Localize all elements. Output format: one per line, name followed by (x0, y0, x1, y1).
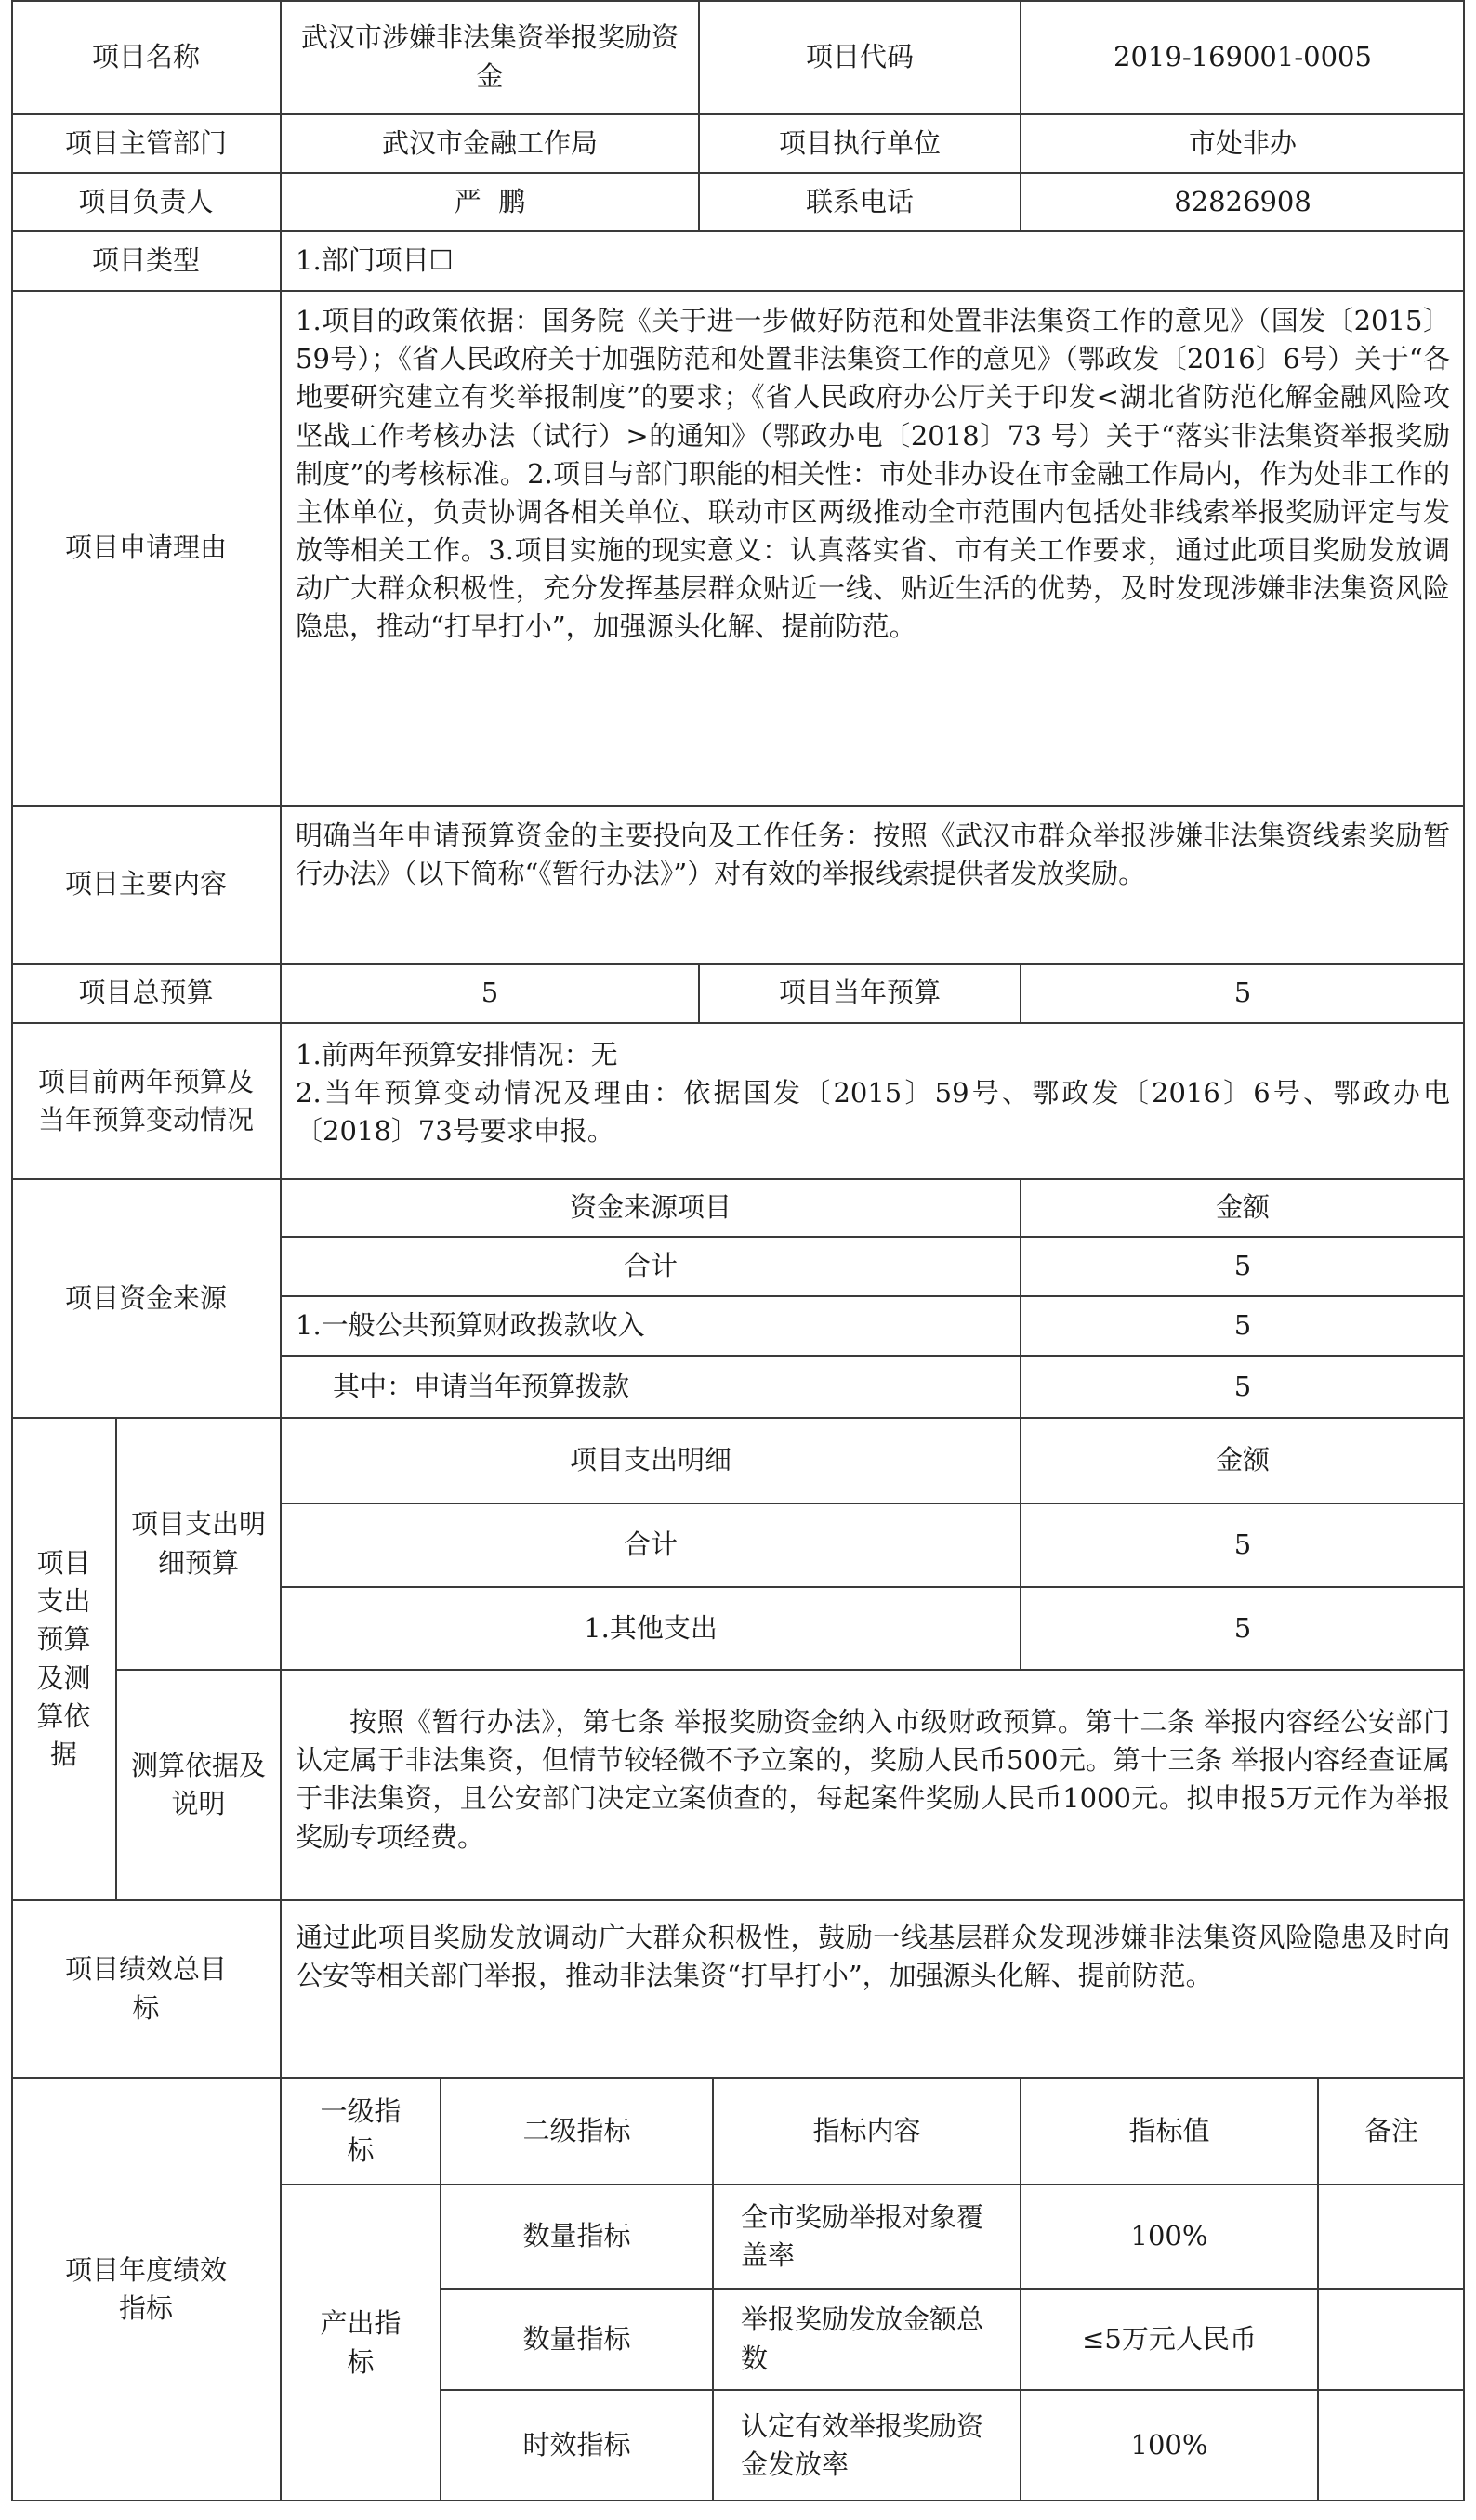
funding-header-item: 资金来源项目 (569, 1191, 731, 1224)
expense-row-item: 1.其他支出 (584, 1611, 718, 1644)
expense-header-amount: 金额 (1215, 1444, 1270, 1477)
label-main-content: 项目主要内容 (64, 868, 227, 900)
indicator-note (1318, 2390, 1465, 2501)
indicator-level2: 数量指标 (522, 2220, 631, 2252)
indicator-value: 100% (1130, 2429, 1208, 2461)
value-main-content (281, 806, 1465, 964)
budget-change-line1: 1.前两年预算安排情况：无 (296, 1039, 618, 1070)
value-executor: 市处非办 (1188, 126, 1297, 159)
label-department: 项目主管部门 (64, 126, 227, 159)
indicator-header: 备注 (1364, 2114, 1418, 2146)
label-executor: 项目执行单位 (778, 126, 941, 159)
funding-header-amount: 金额 (1215, 1191, 1270, 1224)
goal-text: 通过此项目奖励发放调动广大群众积极性，鼓励一线基层群众发现涉嫌非法集资风险隐患及时向公安等相关部门举报，推动非法集资“打早打小”，加强源头化解、提前防范。 (296, 1922, 1450, 1992)
indicator-value: 100% (1130, 2220, 1208, 2252)
label-reason: 项目申请理由 (64, 532, 227, 564)
indicator-value: ≤5万元人民币 (1082, 2322, 1257, 2355)
funding-row-amount: 5 (1233, 1250, 1252, 1282)
label-expense-detail: 项目支出明细预算 (130, 1508, 266, 1579)
indicator-header: 二级指标 (522, 2114, 631, 2146)
funding-row-amount: 5 (1233, 1309, 1252, 1342)
label-year-budget: 项目当年预算 (778, 977, 941, 1009)
label-budget-change: 项目前两年预算及当年预算变动情况 (37, 1065, 254, 1135)
label-project-name: 项目名称 (91, 40, 200, 72)
funding-row-item: 1.一般公共预算财政拨款收入 (296, 1309, 645, 1342)
label-project-code: 项目代码 (805, 40, 914, 72)
funding-row-item: 其中：申请当年预算拨款 (333, 1370, 630, 1402)
indicator-note (1318, 2185, 1465, 2289)
value-leader: 严 鹏 (454, 185, 526, 217)
value-goal (281, 1900, 1465, 2078)
value-project-type: 1.部门项目☐ (296, 244, 454, 277)
label-goal: 项目绩效总目标 (64, 1953, 227, 2024)
funding-row-item: 合计 (623, 1250, 678, 1282)
budget-form-table (11, 0, 1465, 2501)
indicator-content: 认定有效举报奖励资金发放率 (741, 2409, 984, 2480)
indicator-level2: 数量指标 (522, 2322, 631, 2355)
label-indicators: 项目年度绩效指标 (64, 2253, 227, 2324)
expense-header-item: 项目支出明细 (569, 1444, 731, 1477)
value-phone: 82826908 (1174, 185, 1311, 217)
value-department: 武汉市金融工作局 (381, 126, 598, 159)
expense-basis-text: 按照《暂行办法》，第七条 举报奖励资金纳入市级财政预算。第十二条 举报内容经公安部门认定属于非法集资，但情节较轻微不予立案的，奖励人民币500元。第十三条 举报内容经查证属于非法集资，且公安部门决定立案侦查的，每起案件奖励人民币1000元。拟申报5万元作为举报奖励专项经费。 (296, 1706, 1450, 1853)
indicator-content: 全市奖励举报对象覆盖率 (741, 2200, 984, 2271)
value-reason (281, 291, 1465, 806)
expense-row-item: 合计 (623, 1529, 678, 1561)
indicator-content: 举报奖励发放金额总数 (741, 2303, 984, 2374)
indicator-header: 一级指标 (320, 2095, 402, 2166)
label-expense: 项目支出预算及测算依据 (36, 1546, 91, 1770)
expense-row-amount: 5 (1233, 1529, 1252, 1561)
reason-text: 1.项目的政策依据：国务院《关于进一步做好防范和处置非法集资工作的意见》（国发〔2015〕59号）；《省人民政府关于加强防范和处置非法集资工作的意见》（鄂政发〔2016〕6号）关于“各地要研究建立有奖举报制度”的要求；《省人民政府办公厅关于印发<湖北省防范化解金融风险攻坚战工作考核办法（试行）>的通知》（鄂政办电〔2018〕73 号）关于“落实非法集资举报奖励制度”的考核标准。2.项目与部门职能的相关性：市处非办设在市金融工作局内，作为处非工作的主体单位，负责协调各相关单位、联动市区两级推动全市范围内包括处非线索举报奖励评定与发放等相关工作。3.项目实施的现实意义：认真落实省、市有关工作要求，通过此项目奖励发放调动广大群众积极性，充分发挥基层群众贴近一线、贴近生活的优势，及时发现涉嫌非法集资风险隐患，推动“打早打小”，加强源头化解、提前防范。 (296, 305, 1450, 643)
funding-row-amount: 5 (1233, 1370, 1252, 1402)
value-project-name: 武汉市涉嫌非法集资举报奖励资金 (300, 21, 679, 92)
label-phone: 联系电话 (805, 185, 914, 217)
budget-change-line2: 2.当年预算变动情况及理由：依据国发〔2015〕59号、鄂政发〔2016〕6号、鄂政办电〔2018〕73号要求申报。 (296, 1077, 1450, 1148)
value-expense-basis (281, 1670, 1465, 1900)
label-leader: 项目负责人 (78, 185, 214, 217)
indicator-level2: 时效指标 (522, 2429, 631, 2461)
label-total-budget: 项目总预算 (78, 977, 214, 1009)
indicator-header: 指标值 (1128, 2114, 1210, 2146)
value-budget-change (281, 1023, 1465, 1179)
label-funding: 项目资金来源 (64, 1281, 227, 1314)
label-project-type: 项目类型 (91, 244, 200, 277)
value-total-budget: 5 (481, 977, 499, 1009)
label-expense-basis: 测算依据及说明 (130, 1749, 266, 1819)
expense-row-amount: 5 (1233, 1611, 1252, 1644)
value-year-budget: 5 (1233, 977, 1252, 1009)
main-content-text: 明确当年申请预算资金的主要投向及工作任务：按照《武汉市群众举报涉嫌非法集资线索奖励暂行办法》（以下简称“《暂行办法》”）对有效的举报线索提供者发放奖励。 (296, 820, 1450, 890)
value-project-code: 2019-169001-0005 (1114, 40, 1372, 72)
indicator-note (1318, 2289, 1465, 2390)
indicator-level1: 产出指标 (320, 2307, 402, 2378)
indicator-header: 指标内容 (812, 2114, 921, 2146)
